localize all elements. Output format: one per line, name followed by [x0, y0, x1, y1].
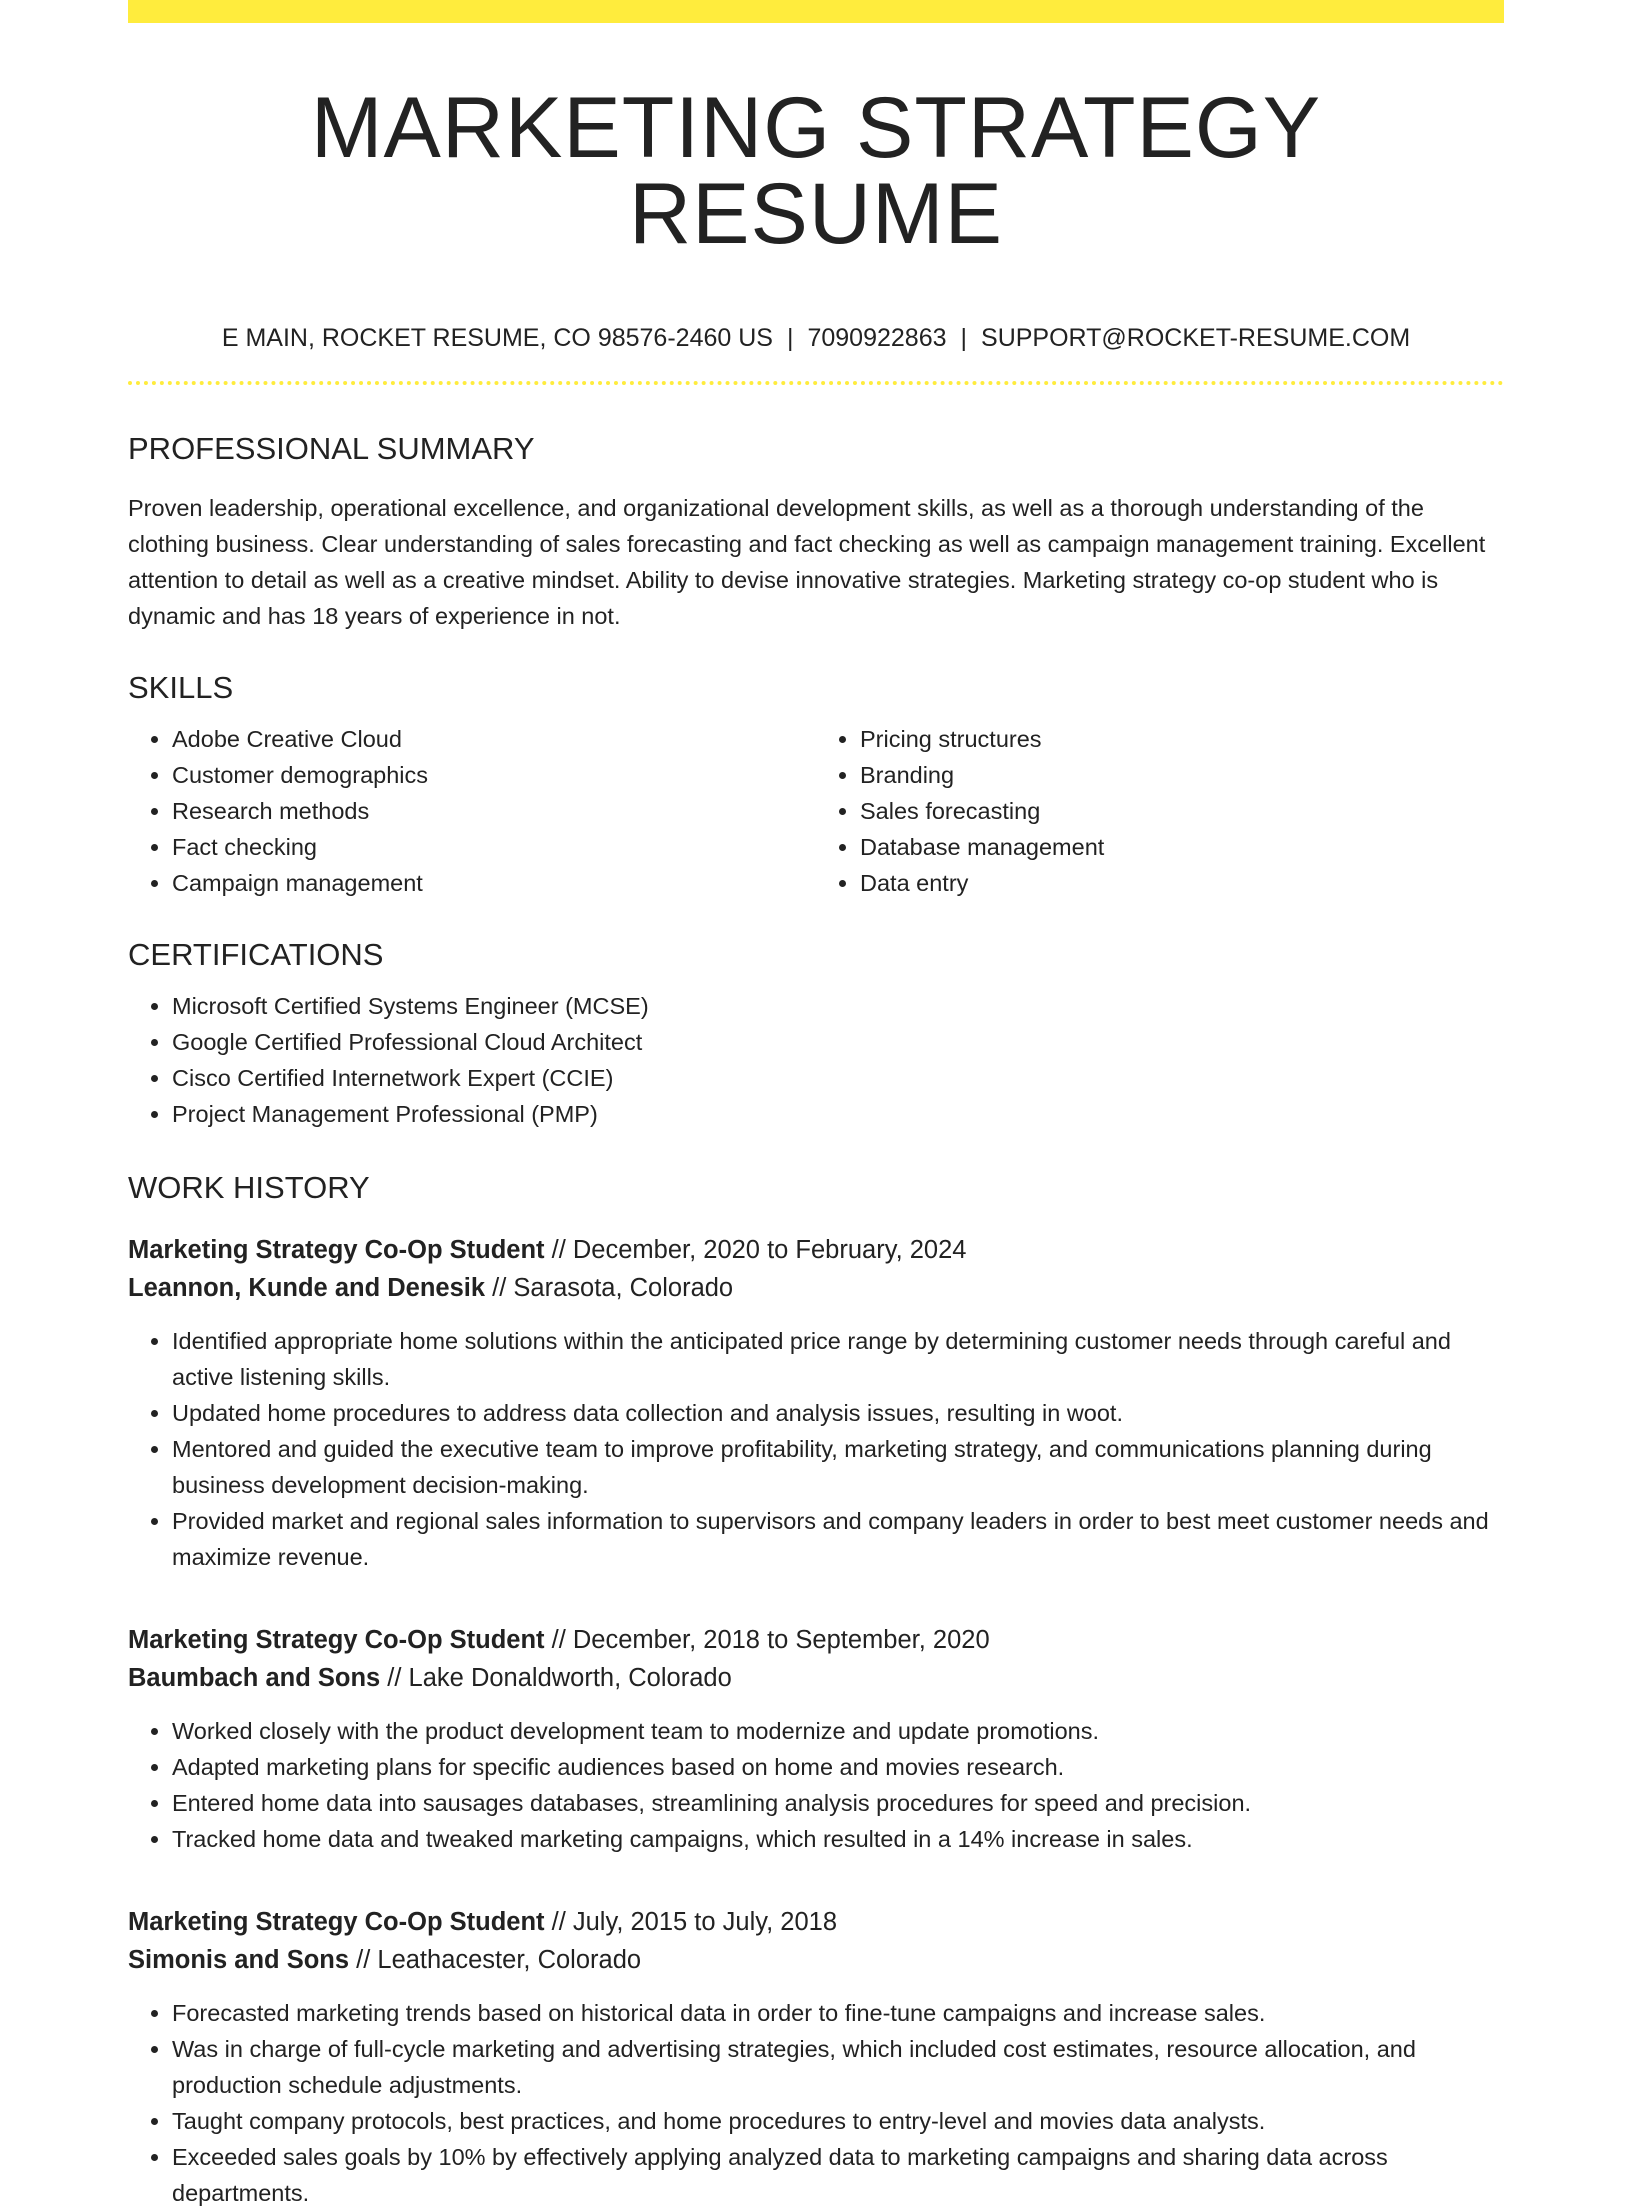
summary-section — [128, 433, 1504, 634]
job-location: // Lake Donaldworth, Colorado — [380, 1664, 732, 1692]
resume-title: MARKETING STRATEGY RESUME — [310, 80, 1322, 262]
dotted-divider — [128, 381, 1504, 385]
skill-item: • Sales forecasting — [860, 793, 1504, 829]
job-location: // Leathacester, Colorado — [349, 1946, 642, 1974]
job-company-line — [128, 1269, 1504, 1307]
job-bullets — [128, 1995, 1504, 2211]
contact-separator: | — [786, 324, 794, 352]
work-history-heading: WORK HISTORY — [128, 1170, 370, 1205]
job-title: Marketing Strategy Co-Op Student — [128, 1236, 545, 1264]
work-history-section — [128, 1172, 1504, 2211]
skills-section — [128, 672, 1504, 901]
job-company-line — [128, 1659, 1504, 1697]
summary-text: Proven leadership, operational excellence, and organizational development skills, as well as a thorough understanding of the clothing business. Clear understanding of sales forecasting and fact checking as well as campaign management training. Excellent attention to detail as well as a creative mindset. Ability to devise innovative strategies. Marketing strategy co-op student who is dynamic and has 18 years of experience in not. — [128, 495, 1486, 629]
job-bullet: • Adapted marketing plans for specific audiences based on home and movies research. — [172, 1749, 1504, 1785]
job-bullet: • Provided market and regional sales information to supervisors and company leaders in order to best meet customer needs and maximize revenue. — [172, 1503, 1504, 1575]
job-bullets — [128, 1323, 1504, 1575]
job-dates: // December, 2020 to February, 2024 — [544, 1236, 967, 1264]
certification-item: • Project Management Professional (PMP) — [172, 1096, 1504, 1132]
skill-item: • Campaign management — [172, 865, 816, 901]
contact-address: E MAIN, ROCKET RESUME, CO 98576-2460 US — [221, 324, 773, 352]
job-title-line — [128, 1231, 1504, 1269]
skills-heading: SKILLS — [128, 670, 234, 705]
certification-item: • Microsoft Certified Systems Engineer (MCSE) — [172, 988, 1504, 1024]
skills-list-left — [128, 721, 816, 901]
job-dates: // July, 2015 to July, 2018 — [544, 1908, 838, 1936]
certifications-heading: CERTIFICATIONS — [128, 937, 384, 972]
job-company-line — [128, 1941, 1504, 1979]
job-bullet: • Was in charge of full-cycle marketing and advertising strategies, which included cost estimates, resource allocation, and production schedule adjustments. — [172, 2031, 1504, 2103]
contact-email: SUPPORT@ROCKET-RESUME.COM — [981, 324, 1411, 352]
job-entry — [128, 1621, 1504, 1857]
certification-item: • Cisco Certified Internetwork Expert (CCIE) — [172, 1060, 1504, 1096]
summary-heading: PROFESSIONAL SUMMARY — [128, 431, 535, 466]
job-entry — [128, 1903, 1504, 2211]
job-bullet: • Updated home procedures to address data collection and analysis issues, resulting in woot. — [172, 1395, 1504, 1431]
job-bullet: • Worked closely with the product development team to modernize and update promotions. — [172, 1713, 1504, 1749]
skill-item: • Database management — [860, 829, 1504, 865]
resume-page — [128, 0, 1504, 2211]
certifications-list — [128, 988, 1504, 1132]
top-accent-bar — [128, 0, 1504, 23]
certifications-section — [128, 939, 1504, 1132]
job-company: Simonis and Sons — [128, 1946, 350, 1974]
certification-item: • Google Certified Professional Cloud Architect — [172, 1024, 1504, 1060]
skills-list-right — [816, 721, 1504, 901]
contact-line — [128, 323, 1504, 353]
job-title-line — [128, 1621, 1504, 1659]
contact-phone: 7090922863 — [807, 324, 947, 352]
skill-item: • Branding — [860, 757, 1504, 793]
skills-grid — [128, 703, 1504, 901]
job-bullet: • Exceeded sales goals by 10% by effectively applying analyzed data to marketing campaigns and sharing data across departments. — [172, 2139, 1504, 2211]
job-bullet: • Mentored and guided the executive team to improve profitability, marketing strategy, and communications planning during business development decision-making. — [172, 1431, 1504, 1503]
job-title: Marketing Strategy Co-Op Student — [128, 1908, 545, 1936]
contact-separator: | — [960, 324, 968, 352]
skill-item: • Data entry — [860, 865, 1504, 901]
job-bullet: • Entered home data into sausages databases, streamlining analysis procedures for speed and precision. — [172, 1785, 1504, 1821]
skill-item: • Research methods — [172, 793, 816, 829]
job-bullet: • Taught company protocols, best practices, and home procedures to entry-level and movies data analysts. — [172, 2103, 1504, 2139]
job-company: Leannon, Kunde and Denesik — [128, 1274, 486, 1302]
job-bullets — [128, 1713, 1504, 1857]
skill-item: • Adobe Creative Cloud — [172, 721, 816, 757]
job-entry — [128, 1231, 1504, 1575]
skill-item: • Pricing structures — [860, 721, 1504, 757]
job-bullet: • Identified appropriate home solutions within the anticipated price range by determining customer needs through careful and active listening skills. — [172, 1323, 1504, 1395]
job-company: Baumbach and Sons — [128, 1664, 381, 1692]
job-bullet: • Tracked home data and tweaked marketing campaigns, which resulted in a 14% increase in sales. — [172, 1821, 1504, 1857]
job-dates: // December, 2018 to September, 2020 — [544, 1626, 990, 1654]
skill-item: • Customer demographics — [172, 757, 816, 793]
job-title: Marketing Strategy Co-Op Student — [128, 1626, 545, 1654]
job-location: // Sarasota, Colorado — [485, 1274, 734, 1302]
job-bullet: • Forecasted marketing trends based on historical data in order to fine-tune campaigns and increase sales. — [172, 1995, 1504, 2031]
job-title-line — [128, 1903, 1504, 1941]
skill-item: • Fact checking — [172, 829, 816, 865]
